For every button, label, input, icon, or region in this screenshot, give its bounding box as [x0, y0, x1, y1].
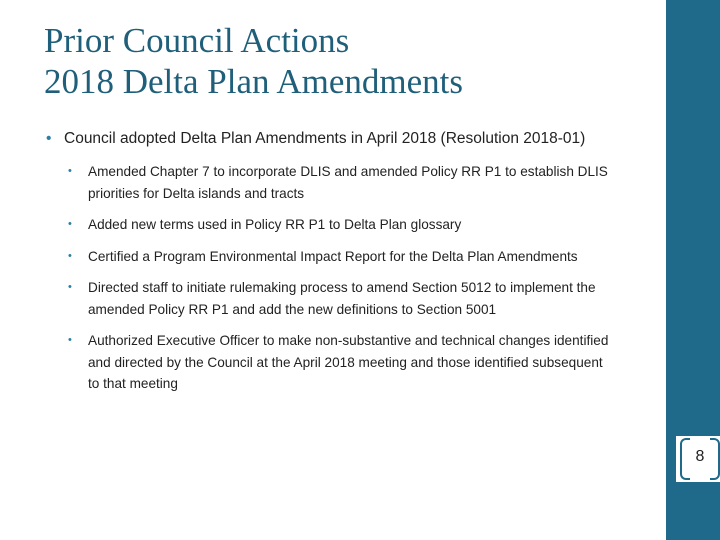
bullet-icon: •	[68, 249, 72, 262]
bullet-icon: •	[68, 165, 72, 177]
sub-bullet-text: Added new terms used in Policy RR P1 to Delta Plan glossary	[88, 217, 462, 232]
bullet-icon: •	[68, 334, 72, 346]
sub-bullet-text: Certified a Program Environmental Impact Report for the Delta Plan Amendments	[88, 248, 578, 264]
slide-title-line-1: Prior Council Actions	[44, 21, 350, 60]
sub-bullet-item	[66, 161, 616, 204]
slide-title	[44, 20, 644, 102]
sub-bullet-item	[66, 330, 616, 395]
page-number-box	[676, 436, 720, 482]
sub-bullet-text: Authorized Executive Officer to make non-substantive and technical changes identified and directed by the Council at the April 2018 meeting and those identified subsequent to that meeting	[88, 333, 609, 391]
main-bullet	[46, 128, 616, 149]
slide-title-line-2: 2018 Delta Plan Amendments	[44, 62, 463, 101]
main-bullet-text: Council adopted Delta Plan Amendments in April 2018 (Resolution 2018-01)	[64, 130, 586, 147]
right-bracket-icon	[710, 438, 720, 480]
bullet-icon: •	[68, 218, 72, 230]
sub-bullet-text: Directed staff to initiate rulemaking process to amend Section 5012 to implement the amended Policy RR P1 and add the new definitions to Section 5001	[88, 280, 596, 317]
sub-bullet-list	[46, 161, 616, 395]
slide-content	[46, 128, 616, 405]
sub-bullet-item	[66, 214, 616, 236]
sub-bullet-text: Amended Chapter 7 to incorporate DLIS and amended Policy RR P1 to establish DLIS priorities for Delta islands and tracts	[88, 164, 608, 201]
bullet-icon: •	[68, 281, 72, 293]
sub-bullet-item	[66, 246, 616, 268]
sub-bullet-item	[66, 277, 616, 320]
page-number: 8	[695, 448, 705, 465]
bullet-icon: •	[46, 130, 52, 147]
